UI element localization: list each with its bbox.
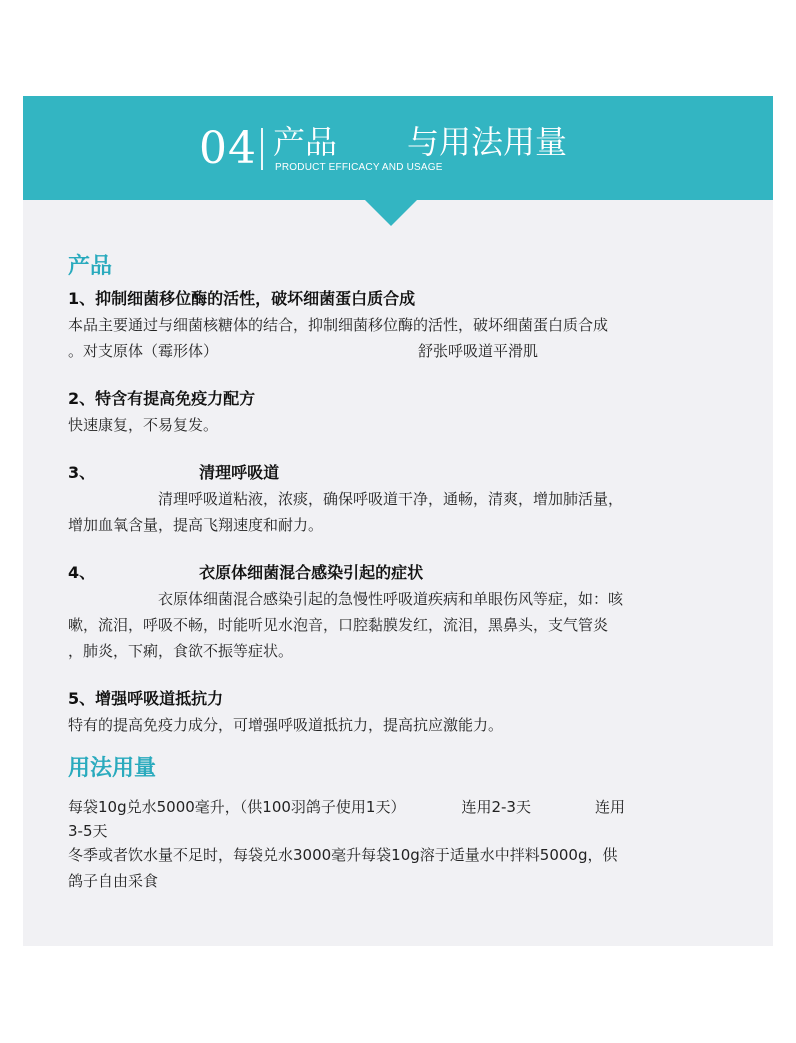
usage-line-1a: 每袋10g兑水5000毫升，（供100羽鸽子使用1天） xyxy=(68,798,406,816)
efficacy-item-3 xyxy=(68,460,728,538)
banner-title-part2: 与用法用量 xyxy=(407,123,568,161)
usage-heading: 用法用量 xyxy=(68,756,157,781)
banner-subtitle: PRODUCT EFFICACY AND USAGE xyxy=(275,162,443,173)
usage-line-4: 鸽子自由采食 xyxy=(68,872,159,890)
efficacy-item-1-body xyxy=(68,312,728,364)
banner-notch-arrow xyxy=(365,200,417,226)
efficacy-item-1-title: 1、抑制细菌移位酶的活性，破坏细菌蛋白质合成 xyxy=(68,289,416,308)
efficacy-item-5-body xyxy=(68,712,728,738)
usage-line-1c: 连用 xyxy=(594,798,625,816)
usage-line-2: 3-5天 xyxy=(68,822,108,840)
efficacy-item-3-line-2: 增加血氧含量，提高飞翔速度和耐力。 xyxy=(68,516,324,534)
efficacy-item-4-body xyxy=(68,586,728,664)
efficacy-item-3-line-1-text: 清理呼吸道粘液，浓痰，确保呼吸道干净，通畅，清爽，增加肺活量， xyxy=(158,490,624,508)
efficacy-item-5-line-1: 特有的提高免疫力成分，可增强呼吸道抵抗力，提高抗应激能力。 xyxy=(68,716,504,734)
efficacy-item-1-line-2b: 舒张呼吸道平滑肌 xyxy=(418,342,539,360)
efficacy-item-1-line-1: 本品主要通过与细菌核糖体的结合，抑制细菌移位酶的活性，破坏细菌蛋白质合成 xyxy=(68,316,609,334)
banner-divider xyxy=(261,128,263,170)
efficacy-item-4-title xyxy=(68,560,728,586)
usage-line-1b: 连用2-3天 xyxy=(461,798,531,816)
efficacy-item-1-line-2a: 。对支原体（霉形体） xyxy=(68,342,219,360)
efficacy-item-4-line-3: ，肺炎，下痢，食欲不振等症状。 xyxy=(68,642,294,660)
efficacy-item-3-line-1 xyxy=(68,486,728,512)
efficacy-item-4-line-1-text: 衣原体细菌混合感染引起的急慢性呼吸道疾病和单眼伤风等症，如：咳 xyxy=(158,590,624,608)
usage-line-3: 冬季或者饮水量不足时，每袋兑水3000毫升每袋10g溶于适量水中拌料5000g，供 xyxy=(68,846,618,864)
usage-line-1 xyxy=(68,794,728,820)
efficacy-item-2 xyxy=(68,386,728,438)
efficacy-item-1-line-2 xyxy=(68,338,728,364)
efficacy-item-4-line-1 xyxy=(68,586,728,612)
usage-body xyxy=(68,794,728,894)
efficacy-heading: 产品 xyxy=(68,254,113,279)
section-number: 04 xyxy=(199,123,257,174)
section-banner xyxy=(23,96,773,200)
content-body xyxy=(68,252,728,894)
efficacy-item-3-title-text: 清理呼吸道 xyxy=(199,463,280,482)
efficacy-item-4 xyxy=(68,560,728,664)
efficacy-item-2-title: 2、特含有提高免疫力配方 xyxy=(68,389,256,408)
efficacy-item-1 xyxy=(68,286,728,364)
banner-title-part1: 产品 xyxy=(273,123,338,161)
efficacy-item-5 xyxy=(68,686,728,738)
content-panel xyxy=(23,96,773,946)
efficacy-item-4-line-2: 嗽，流泪，呼吸不畅，时能听见水泡音，口腔黏膜发红，流泪，黑鼻头，支气管炎 xyxy=(68,616,609,634)
efficacy-item-3-body xyxy=(68,486,728,538)
efficacy-item-4-title-text: 衣原体细菌混合感染引起的症状 xyxy=(199,563,424,582)
efficacy-item-2-body xyxy=(68,412,728,438)
efficacy-item-3-title xyxy=(68,460,728,486)
efficacy-item-3-number: 3、 xyxy=(68,463,96,482)
banner-title xyxy=(273,122,567,162)
efficacy-item-4-number: 4、 xyxy=(68,563,96,582)
efficacy-item-5-title: 5、增强呼吸道抵抗力 xyxy=(68,689,224,708)
efficacy-item-2-line-1: 快速康复，不易复发。 xyxy=(68,416,219,434)
